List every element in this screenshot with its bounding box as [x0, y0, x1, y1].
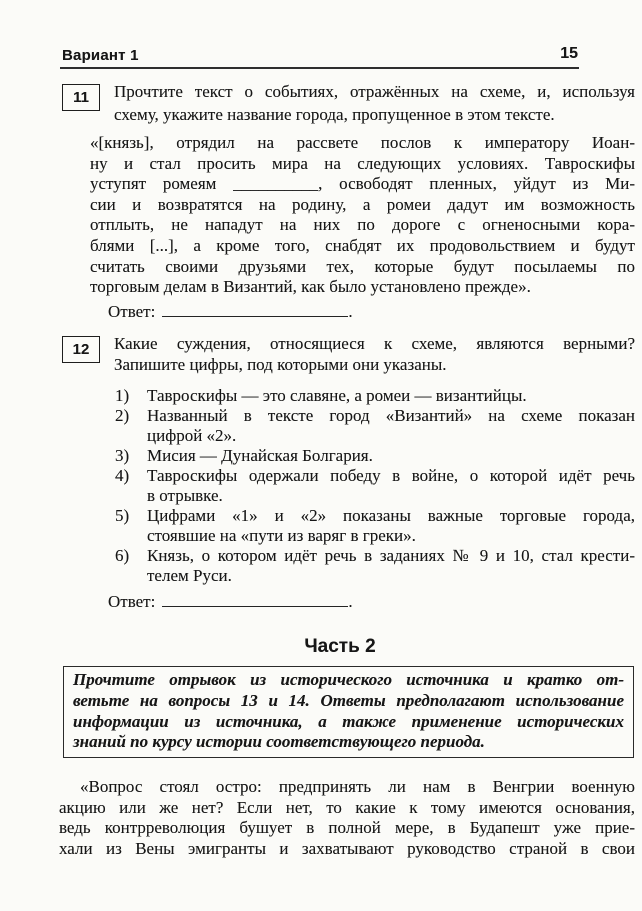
question-12-block [62, 333, 635, 375]
question-11-block [62, 81, 635, 126]
answer-blank-line [162, 593, 348, 607]
option-line: Названный в тексте город «Византий» на схеме показан [147, 406, 635, 425]
instruction-line: информации из источника, а также применение исторических [73, 711, 624, 731]
option-number: 2) [115, 406, 130, 425]
header-rule [60, 67, 579, 69]
option-line: в отрывке. [147, 486, 223, 505]
quote-line: торговым делам в Византий, как было установлено прежде». [90, 277, 531, 297]
source-excerpt-paragraph [59, 777, 635, 859]
option-item-1 [115, 386, 635, 406]
answer-period: . [348, 302, 353, 321]
source-line: хали из Вены эмигранты и захватывают руководство страной в свои [59, 838, 635, 858]
option-number: 5) [115, 506, 130, 525]
question-12-number-box [62, 336, 100, 363]
quote-line: считать своими друзьями тех, которые будут посылаемы по [90, 256, 635, 276]
quote-line: «[князь], отрядил на рассвете послов к императору Иоан- [90, 133, 635, 152]
answer-label: Ответ: [108, 302, 156, 321]
answer-row-11 [108, 301, 353, 323]
option-line: Цифрами «1» и «2» показаны важные торговые города, [147, 506, 635, 525]
instruction-line: знаний по курсу истории соответствующего периода. [73, 732, 485, 752]
option-line: телем Руси. [147, 566, 232, 585]
option-item-6 [115, 546, 635, 586]
header-variant-label: Вариант 1 [62, 47, 139, 64]
option-number: 1) [115, 386, 130, 405]
source-quote-block [90, 133, 635, 298]
source-line: «Вопрос стоял остро: предпринять ли нам в Венгрии военную [80, 777, 635, 796]
answer-period: . [348, 592, 353, 611]
option-number: 6) [115, 546, 130, 565]
option-line: Тавроскифы — это славяне, а ромеи — византийцы. [147, 386, 527, 405]
prompt-line: Прочтите текст о событиях, отражённых на схеме, и, используя [114, 82, 635, 101]
prompt-line: Какие суждения, относящиеся к схеме, являются верными? [114, 334, 635, 353]
source-line: акцию или же нет? Если нет, то какие к тому имеются основания, [59, 797, 635, 817]
quote-line: уступят ромеям __________, освободят пленных, уйдут из Ми- [90, 174, 635, 194]
option-line: стоявшие на «пути из варяг в греки». [147, 526, 416, 545]
quote-line: отплыть, не нападут на них по дороге с огненосными кора- [90, 215, 635, 235]
quote-line: сии и возвратятся на родину, а ромеи дадут им возможность [90, 194, 635, 214]
part-2-heading: Часть 2 [304, 636, 376, 657]
instruction-line: Прочтите отрывок из исторического источника и кратко от- [73, 670, 624, 689]
question-12-prompt [114, 333, 635, 375]
option-line: Князь, о котором идёт речь в заданиях № 9 и 10, стал крести- [147, 546, 635, 565]
option-line: Мисия — Дунайская Болгария. [147, 446, 373, 465]
option-line: цифрой «2». [147, 426, 237, 445]
answer-row-12 [108, 591, 353, 613]
prompt-line: Запишите цифры, под которыми они указаны. [114, 355, 447, 374]
source-line: ведь контрреволюция бушует в полной мере, в Будапешт уже прие- [59, 818, 635, 837]
option-item-4 [115, 466, 635, 506]
options-list [115, 386, 635, 586]
option-number: 4) [115, 466, 130, 485]
answer-blank-line [162, 303, 348, 317]
prompt-line: схему, укажите название города, пропущенное в этом тексте. [114, 104, 555, 124]
question-11-number-box [62, 84, 100, 111]
question-11-number: 11 [73, 89, 89, 106]
instruction-box [63, 666, 634, 758]
answer-label: Ответ: [108, 592, 156, 611]
option-item-2 [115, 406, 635, 446]
quote-line: ну и стал просить мира на следующих условиях. Тавроскифы [90, 153, 635, 173]
option-item-5 [115, 506, 635, 546]
option-number: 3) [115, 446, 130, 465]
question-12-number: 12 [72, 341, 90, 358]
question-11-prompt [114, 81, 635, 126]
option-item-3 [115, 446, 635, 466]
quote-line: блями [...], а кроме того, снабдят их продовольствием и будут [90, 235, 635, 255]
option-line: Тавроскифы одержали победу в войне, о которой идёт речь [147, 466, 635, 485]
header-page-number: 15 [560, 45, 578, 62]
instruction-line: ветьте на вопросы 13 и 14. Ответы предполагают использование [73, 690, 624, 710]
